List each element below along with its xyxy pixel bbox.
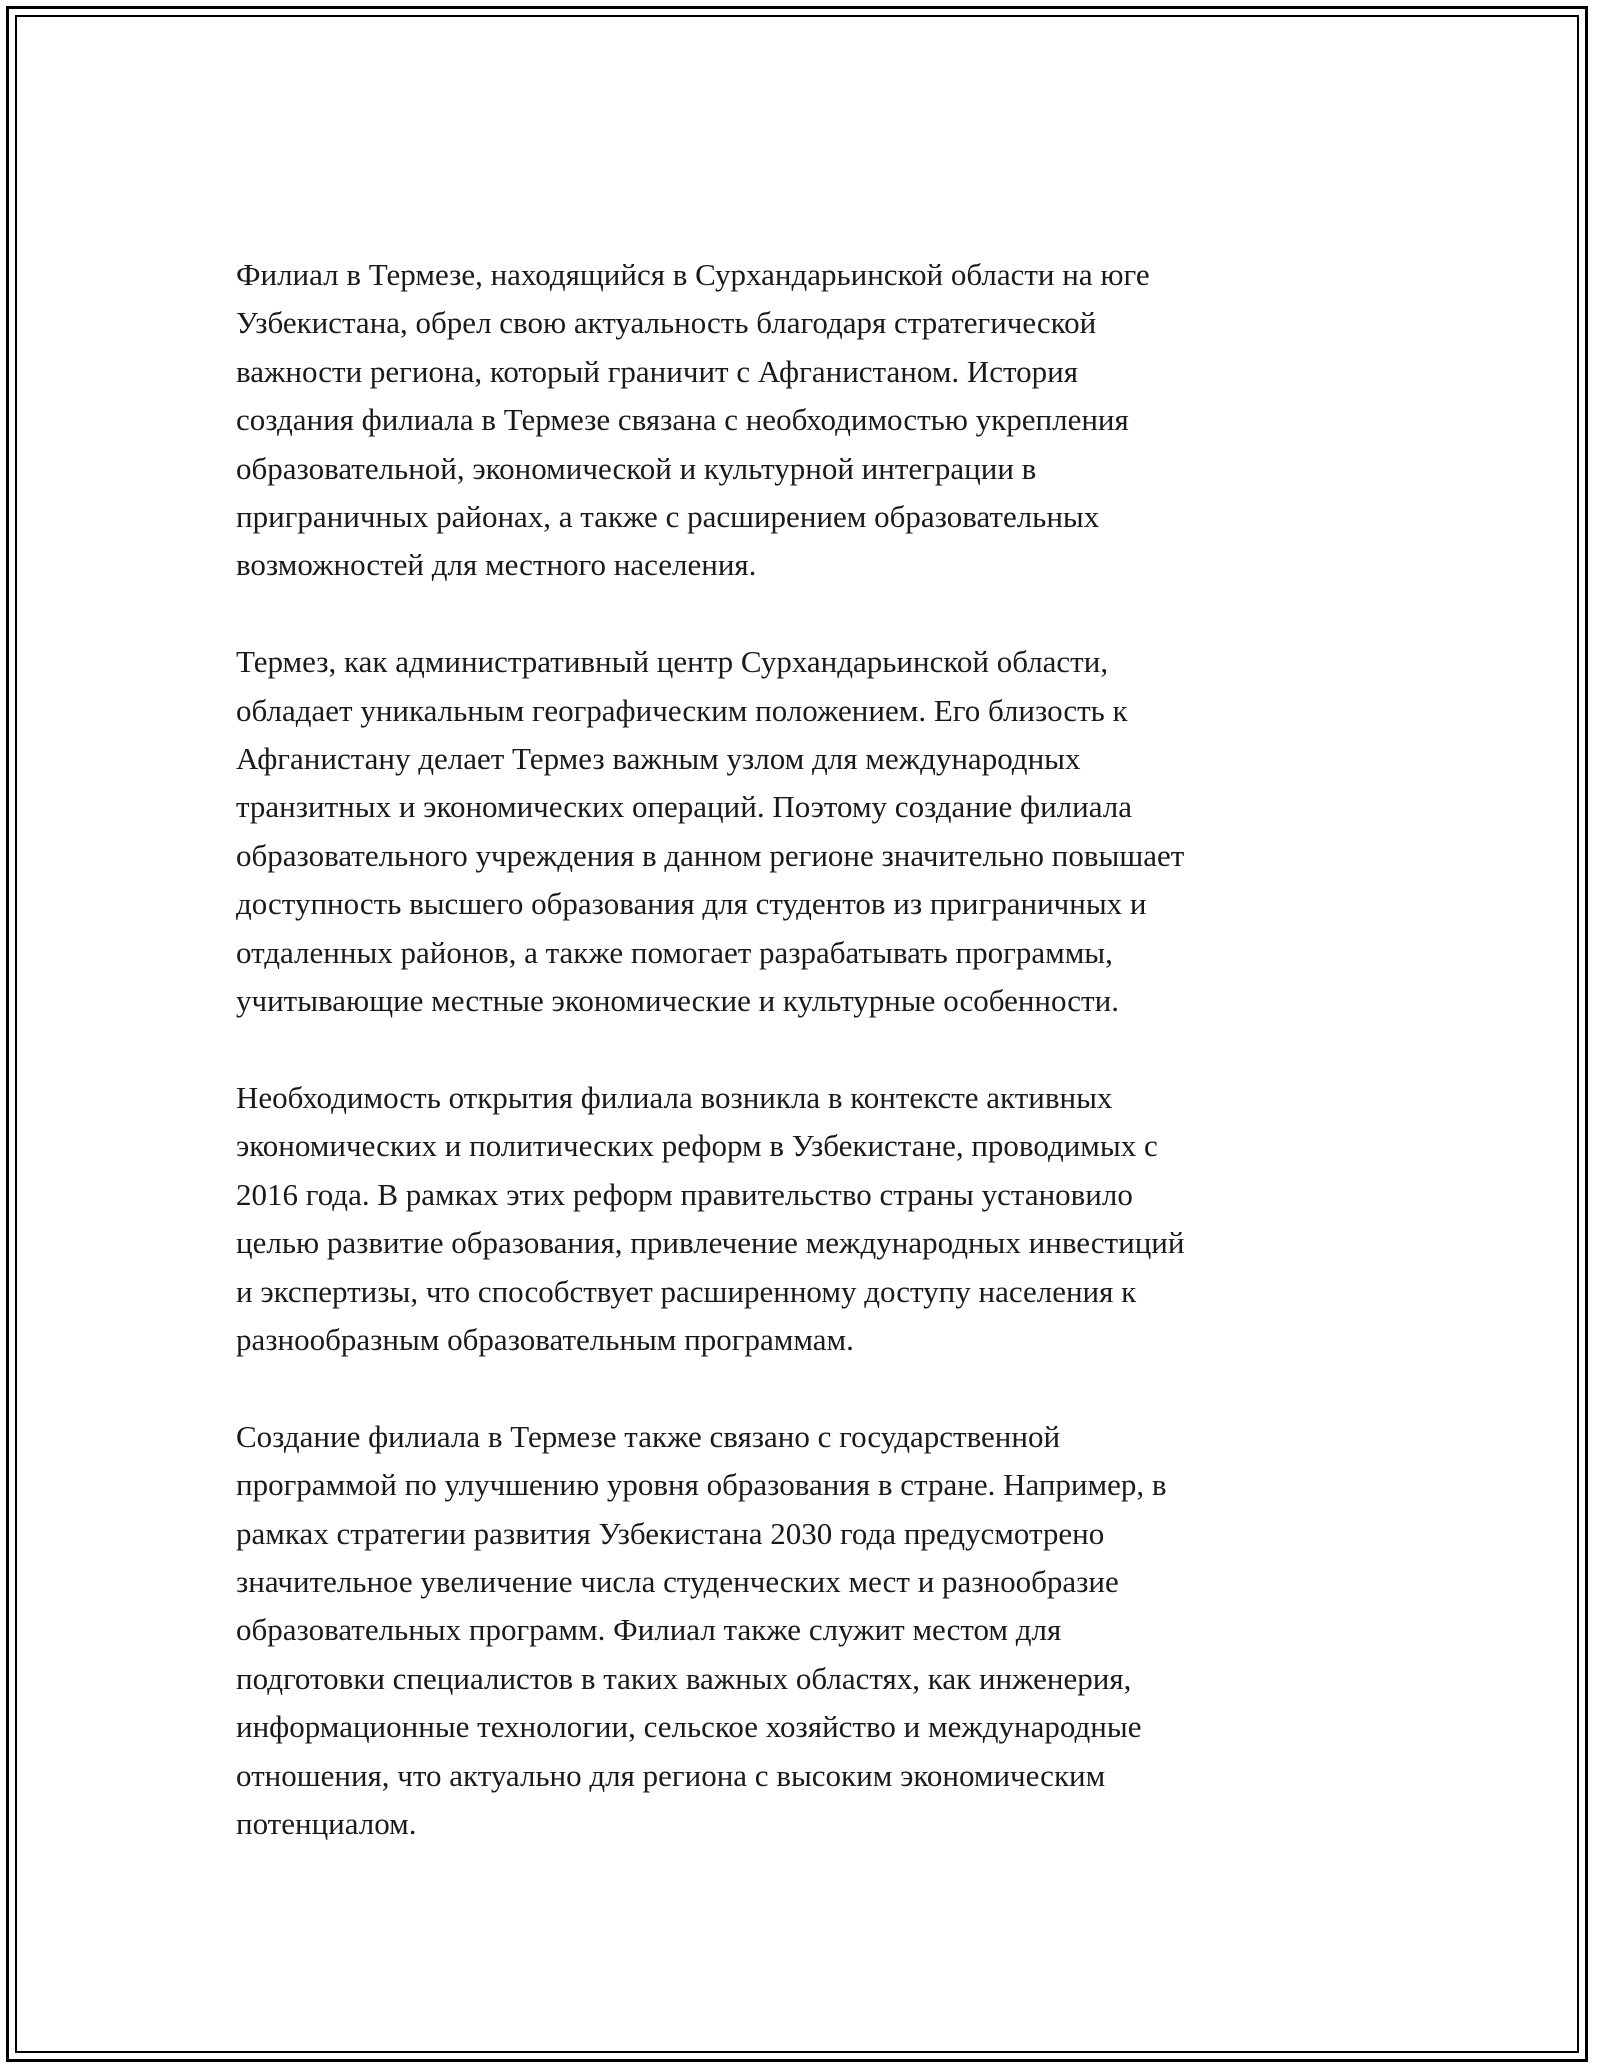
paragraph-line: значительное увеличение числа студенческих мест и разнообразие xyxy=(236,1563,1119,1599)
paragraph-line: Создание филиала в Термезе также связано с государственной xyxy=(236,1418,1061,1454)
paragraph-line: возможностей для местного населения. xyxy=(236,547,757,583)
paragraph-line: приграничных районах, а также с расширением образовательных xyxy=(236,499,1100,535)
paragraph-line: Афганистану делает Термез важным узлом для международных xyxy=(236,741,1081,777)
paragraph-line: учитывающие местные экономические и культурные особенности. xyxy=(236,983,1119,1019)
paragraph-line: рамках стратегии развития Узбекистана 2030 года предусмотрено xyxy=(236,1515,1105,1551)
document-body xyxy=(236,251,1396,1897)
paragraph-line: образовательной, экономической и культурной интеграции в xyxy=(236,450,1037,486)
paragraph-line: образовательного учреждения в данном регионе значительно повышает xyxy=(236,837,1185,873)
paragraph-line: Узбекистана, обрел свою актуальность благодаря стратегической xyxy=(236,305,1097,341)
paragraph-line: доступность высшего образования для студентов из приграничных и xyxy=(236,886,1147,922)
paragraph-line: важности региона, который граничит с Афганистаном. История xyxy=(236,353,1078,389)
paragraph-line: информационные технологии, сельское хозяйство и международные xyxy=(236,1709,1142,1745)
paragraph-line: экономических и политических реформ в Узбекистане, проводимых с xyxy=(236,1128,1158,1164)
paragraph-line: программой по улучшению уровня образования в стране. Например, в xyxy=(236,1467,1167,1503)
paragraph-line: обладает уникальным географическим положением. Его близость к xyxy=(236,692,1128,728)
paragraph-line: разнообразным образовательным программам. xyxy=(236,1321,854,1357)
paragraph-line: целью развитие образования, привлечение международных инвестиций xyxy=(236,1225,1185,1261)
paragraph-line: 2016 года. В рамках этих реформ правительство страны установило xyxy=(236,1176,1133,1212)
paragraph-line: Необходимость открытия филиала возникла в контексте активных xyxy=(236,1079,1113,1115)
paragraph-3 xyxy=(236,1074,1396,1364)
paragraph-line: создания филиала в Термезе связана с необходимостью укрепления xyxy=(236,402,1129,438)
paragraph-1 xyxy=(236,251,1396,590)
paragraph-line: транзитных и экономических операций. Поэтому создание филиала xyxy=(236,789,1132,825)
paragraph-line: отдаленных районов, а также помогает разрабатывать программы, xyxy=(236,934,1113,970)
paragraph-line: Термез, как административный центр Сурхандарьинской области, xyxy=(236,644,1109,680)
paragraph-line: Филиал в Термезе, находящийся в Сурхандарьинской области на юге xyxy=(236,257,1150,292)
paragraph-4 xyxy=(236,1413,1396,1849)
paragraph-line: подготовки специалистов в таких важных областях, как инженерия, xyxy=(236,1660,1132,1696)
paragraph-line: отношения, что актуально для региона с высоким экономическим xyxy=(236,1757,1106,1793)
paragraph-2 xyxy=(236,638,1396,1025)
paragraph-line: образовательных программ. Филиал также служит местом для xyxy=(236,1612,1062,1648)
paragraph-line: потенциалом. xyxy=(236,1805,417,1841)
paragraph-line: и экспертизы, что способствует расширенному доступу населения к xyxy=(236,1273,1137,1309)
